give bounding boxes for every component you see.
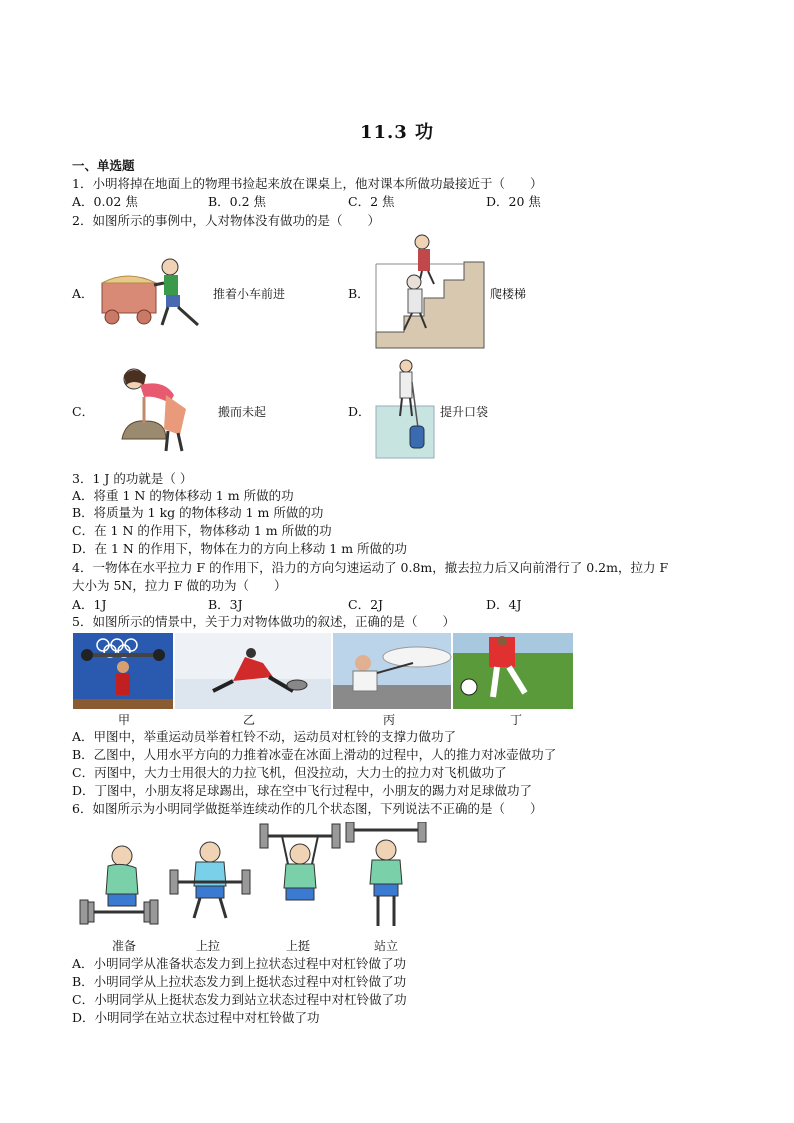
q6-option-b: B．小明同学从上拉状态发力到上挺状态过程中对杠铃做了功: [72, 974, 407, 989]
climb-stairs-illustration: [374, 232, 486, 350]
q3-stem: 3．1 J 的功就是（ ）: [72, 471, 193, 486]
q6-caption-pull: 上拉: [196, 939, 221, 953]
q3-option-a: A．将重 1 N 的物体移动 1 m 所做的功: [72, 488, 294, 503]
lift-rock-illustration: [104, 365, 194, 455]
q1-stem: 1．小明将掉在地面上的物理书捡起来放在课桌上，他对课本所做功最接近于（ ）: [72, 176, 543, 191]
q4-stem-line2: 大小为 5N，拉力 F 做的功为（ ）: [72, 578, 287, 593]
q5-caption-jia: 甲: [118, 713, 131, 727]
lift-bag-illustration: [374, 358, 436, 460]
q6-option-a: A．小明同学从准备状态发力到上拉状态过程中对杠铃做了功: [72, 956, 407, 971]
q3-option-c: C．在 1 N 的作用下，物体移动 1 m 所做的功: [72, 523, 332, 538]
q5-caption-yi: 乙: [243, 713, 256, 727]
q4-option-d: D．4J: [486, 597, 522, 612]
q1-option-c: C．2 焦: [348, 194, 395, 209]
q5-option-a: A．甲图中，举重运动员举着杠铃不动，运动员对杠铃的支撑力做功了: [72, 729, 457, 744]
q4-option-c: C．2J: [348, 597, 384, 612]
q3-option-d: D．在 1 N 的作用下，物体在力的方向上移动 1 m 所做的功: [72, 541, 408, 556]
q1-option-b: B．0.2 焦: [208, 194, 267, 209]
q5-option-b: B．乙图中，人用水平方向的力推着冰壶在冰面上滑动的过程中，人的推力对冰壶做功了: [72, 747, 557, 762]
q2-stem: 2．如图所示的事例中，人对物体没有做功的是（ ）: [72, 213, 380, 228]
q6-caption-stand: 站立: [374, 939, 399, 953]
q5-option-d: D．丁图中，小朋友将足球踢出，球在空中飞行过程中，小朋友的踢力对足球做功了: [72, 783, 533, 798]
q2-label-b: B．: [348, 286, 370, 301]
q2-label-d: D．: [348, 404, 371, 419]
q5-caption-ding: 丁: [510, 713, 523, 727]
push-cart-illustration: [98, 255, 208, 331]
q5-photo-strip: [73, 633, 573, 709]
q3-option-b: B．将质量为 1 kg 的物体移动 1 m 所做的功: [72, 505, 324, 520]
q6-caption-jerk: 上挺: [286, 939, 311, 953]
q6-weightlifting-illustration: [78, 822, 438, 934]
q6-stem: 6．如图所示为小明同学做挺举连续动作的几个状态图，下列说法不正确的是（ ）: [72, 801, 543, 816]
q5-stem: 5．如图所示的情景中，关于力对物体做功的叙述，正确的是（ ）: [72, 614, 455, 629]
page-title: 11.3 功: [359, 122, 435, 143]
q2-caption-b: 爬楼梯: [490, 287, 527, 301]
q4-stem-line1: 4．一物体在水平拉力 F 的作用下，沿力的方向匀速运动了 0.8m，撤去拉力后又向前滑行了 0.2m，拉力 F: [72, 560, 669, 575]
q2-label-a: A．: [72, 286, 94, 301]
q4-option-a: A．1J: [72, 597, 107, 612]
q2-label-c: C．: [72, 404, 95, 419]
q2-caption-c: 搬而未起: [218, 405, 267, 419]
q6-caption-prepare: 准备: [112, 939, 137, 953]
q2-caption-a: 推着小车前进: [213, 287, 286, 301]
q5-option-c: C．丙图中，大力士用很大的力拉飞机，但没拉动，大力士的拉力对飞机做功了: [72, 765, 507, 780]
section-heading: 一、单选题: [72, 158, 135, 173]
q1-option-a: A．0.02 焦: [72, 194, 138, 209]
q2-caption-d: 提升口袋: [440, 405, 489, 419]
q6-option-d: D．小明同学在站立状态过程中对杠铃做了功: [72, 1010, 320, 1025]
q4-option-b: B．3J: [208, 597, 243, 612]
q1-option-d: D．20 焦: [486, 194, 541, 209]
q5-caption-bing: 丙: [383, 713, 396, 727]
q6-option-c: C．小明同学从上挺状态发力到站立状态过程中对杠铃做了功: [72, 992, 407, 1007]
